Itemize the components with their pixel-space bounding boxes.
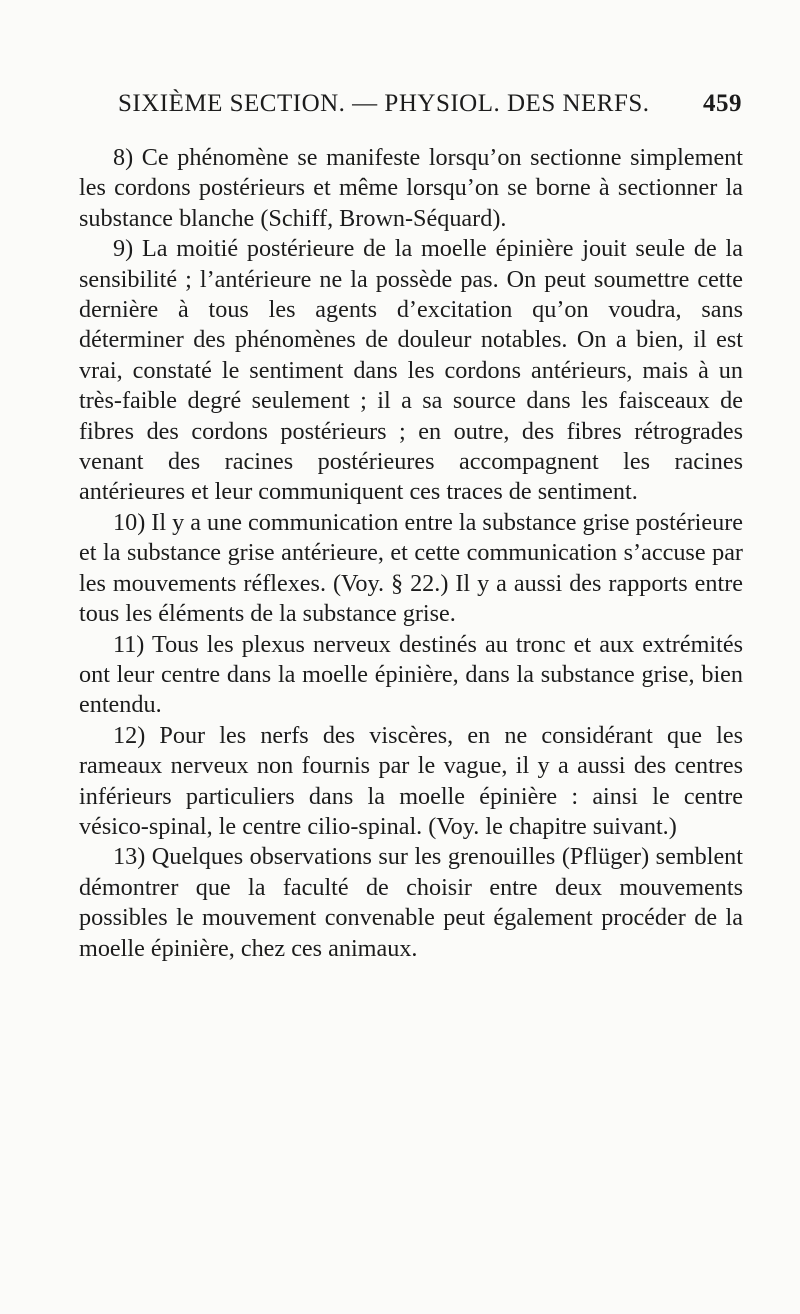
body-text [79, 143, 743, 964]
paragraph-10: 10) Il y a une communication entre la substance grise postérieure et la substance grise antérieure, et cette communication s’accuse par les mouvements réflexes. (Voy. § 22.) Il y a aussi des rapports entre tous les éléments de la substance grise. [79, 508, 743, 628]
paragraph-8: 8) Ce phénomène se manifeste lorsqu’on sectionne simplement les cordons postérieurs et même lorsqu’on se borne à sectionner la substance blanche (Schiff, Brown-Séquard). [79, 144, 743, 232]
paragraph-9: 9) La moitié postérieure de la moelle épinière jouit seule de la sensibilité ; l’antérieure ne la possède pas. On peut soumettre cette dernière à tous les agents d’excitation qu’on voudra, sans déterminer des phénomènes de douleur notables. On a bien, il est vrai, constaté le sentiment dans les cordons antérieurs, mais à un très-faible degré seulement ; il a sa source dans les faisceaux de fibres des cordons postérieurs ; en outre, des fibres rétrogrades venant des racines postérieures accompagnent les racines antérieures et leur communiquent ces traces de sentiment. [79, 235, 743, 506]
paragraph-12: 12) Pour les nerfs des viscères, en ne considérant que les rameaux nerveux non fournis par le vague, il y a aussi des centres inférieurs particuliers dans la moelle épinière : ainsi le centre vésico-spinal, le centre cilio-spinal. (Voy. le chapitre suivant.) [79, 721, 743, 840]
running-head [118, 90, 742, 130]
page-number: 459 [703, 90, 742, 117]
running-title: SIXIÈME SECTION. — PHYSIOL. DES NERFS. [118, 90, 650, 117]
paragraph-11: 11) Tous les plexus nerveux destinés au tronc et aux extrémités ont leur centre dans la moelle épinière, dans la substance grise, bien entendu. [79, 630, 743, 719]
paragraph-13: 13) Quelques observations sur les grenouilles (Pflüger) semblent démontrer que la faculté de choisir entre deux mouvements possibles le mouvement convenable peut également procéder de la moelle épinière, chez ces animaux. [79, 843, 743, 962]
